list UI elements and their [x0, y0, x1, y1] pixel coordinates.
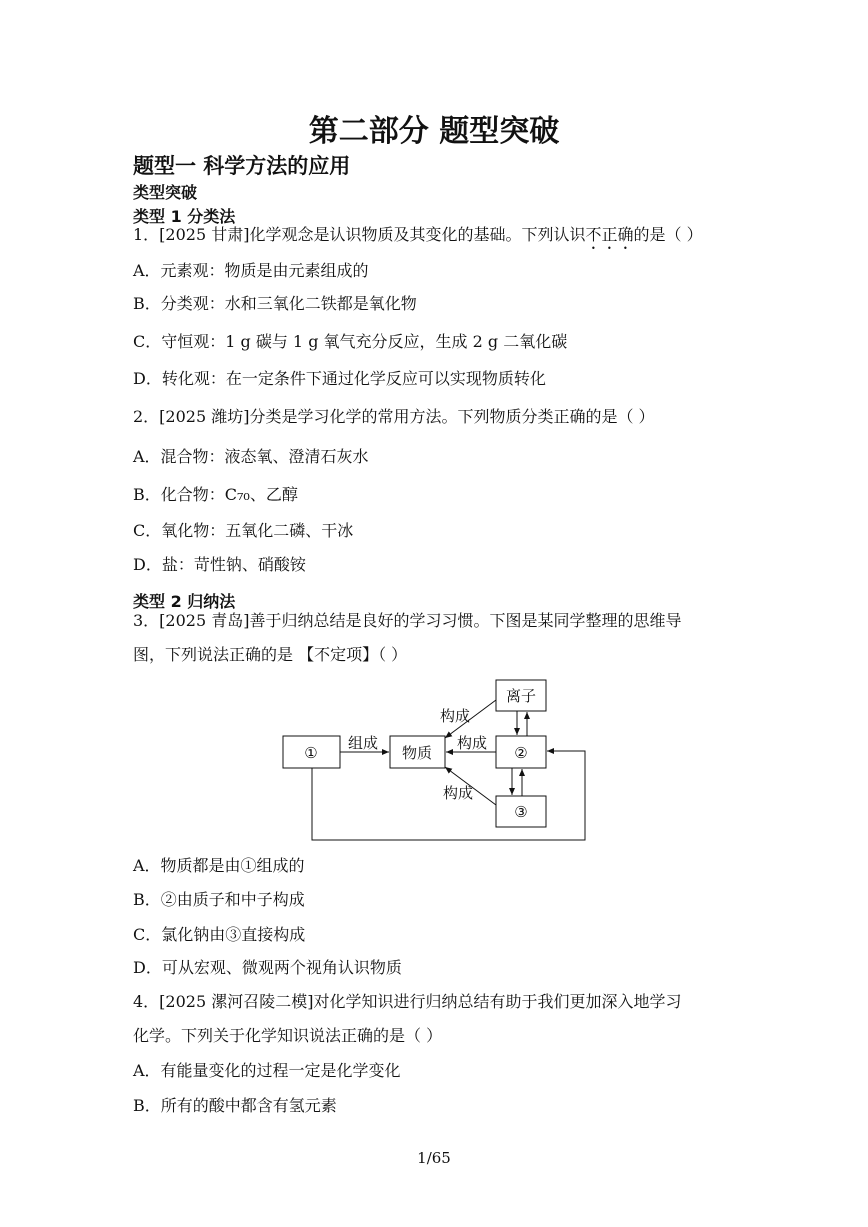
label-compose: 组成 — [347, 734, 379, 752]
q2-option-d: D．盐：苛性钠、硝酸铵 — [133, 555, 306, 574]
q4-option-b: B．所有的酸中都含有氢元素 — [133, 1096, 337, 1115]
q4-stem-line2: 化学。下列关于化学知识说法正确的是（ ） — [133, 1026, 443, 1045]
q2-stem: 2．[2025 潍坊]分类是学习化学的常用方法。下列物质分类正确的是（ ） — [133, 407, 655, 426]
q1-option-c: C．守恒观：1 g 碳与 1 g 氧气充分反应，生成 2 g 二氧化碳 — [133, 332, 568, 351]
q4-option-a: A．有能量变化的过程一定是化学变化 — [133, 1061, 401, 1080]
box-circle-2-label: ② — [514, 744, 528, 762]
label-construct-mid: 构成 — [456, 734, 488, 752]
q3-option-c: C．氯化钠由③直接构成 — [133, 925, 306, 944]
q1-stem-emphasis: 不正确 — [585, 225, 634, 244]
q2-option-c: C．氧化物：五氧化二磷、干冰 — [133, 521, 354, 540]
page-number: 1/65 — [417, 1149, 451, 1167]
subsection-title: 类型突破 — [133, 183, 198, 202]
q2-option-a: A．混合物：液态氧、澄清石灰水 — [133, 447, 369, 466]
q3-option-b: B．②由质子和中子构成 — [133, 890, 305, 909]
q1-stem-prefix: 1．[2025 甘肃]化学观念是认识物质及其变化的基础。下列认识 — [133, 225, 586, 244]
section-title: 题型一 科学方法的应用 — [133, 154, 351, 178]
box-matter-label: 物质 — [401, 744, 433, 762]
box-ion-label: 离子 — [505, 687, 537, 705]
box-circle-1-label: ① — [304, 744, 318, 762]
page-title: 第二部分 题型突破 — [308, 114, 560, 149]
q3-option-a: A．物质都是由①组成的 — [133, 856, 305, 875]
q3-stem-line1: 3．[2025 青岛]善于归纳总结是良好的学习习惯。下图是某同学整理的思维导 — [133, 611, 682, 630]
label-construct-bottom: 构成 — [442, 784, 474, 802]
label-construct-top: 构成 — [439, 707, 471, 725]
q4-stem-line1: 4．[2025 漯河召陵二模]对化学知识进行归纳总结有助于我们更加深入地学习 — [133, 992, 682, 1011]
q2-option-b: B．化合物：C₇₀、乙醇 — [133, 485, 298, 504]
type2-title: 类型 2 归纳法 — [133, 592, 236, 611]
q1-stem-suffix: 的是（ ） — [633, 225, 703, 244]
q1-option-d: D．转化观：在一定条件下通过化学反应可以实现物质转化 — [133, 369, 546, 388]
q3-option-d: D．可从宏观、微观两个视角认识物质 — [133, 958, 402, 977]
type1-title: 类型 1 分类法 — [133, 207, 236, 226]
q1-option-b: B．分类观：水和三氧化二铁都是氧化物 — [133, 294, 417, 313]
q3-stem-line2: 图，下列说法正确的是 【不定项】（ ） — [133, 645, 408, 664]
box-circle-3-label: ③ — [514, 803, 528, 821]
q1-option-a: A．元素观：物质是由元素组成的 — [133, 261, 369, 280]
